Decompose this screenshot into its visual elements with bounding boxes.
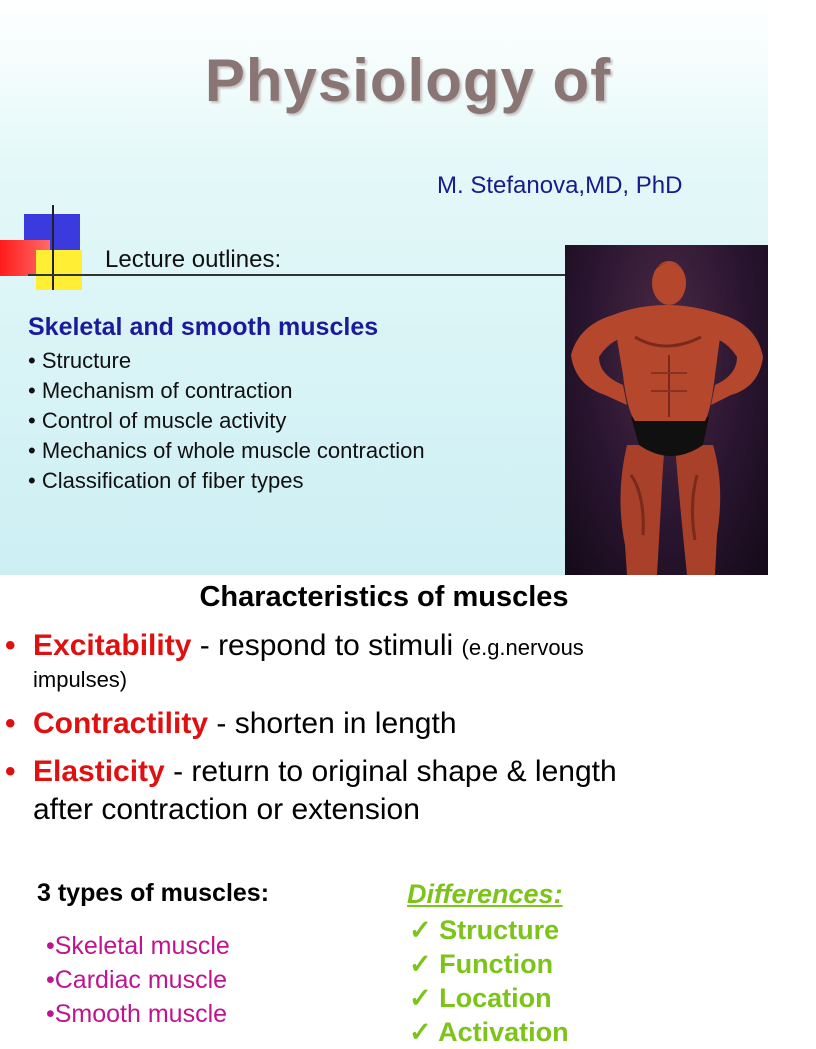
characteristic-cont: after contraction or extension	[33, 793, 420, 826]
bodybuilder-illustration	[565, 245, 768, 575]
muscle-type-item: •Smooth muscle	[46, 1000, 228, 1028]
characteristic-note: (e.g.nervous	[461, 635, 584, 660]
section-heading: Skeletal and smooth muscles	[28, 313, 379, 341]
bullet: •	[5, 707, 16, 740]
decor-horizontal-line	[28, 274, 568, 276]
muscle-type-item: •Skeletal muscle	[46, 932, 230, 960]
characteristic-cont: impulses)	[33, 667, 128, 692]
difference-item: ✓ Location	[409, 983, 552, 1013]
outline-item: • Mechanism of contraction	[28, 378, 293, 403]
characteristic-term: Excitability	[33, 629, 192, 662]
difference-item: ✓ Function	[409, 949, 554, 979]
characteristic-desc: - shorten in length	[208, 707, 457, 740]
differences-heading: Differences:	[407, 879, 563, 909]
muscle-type-item: •Cardiac muscle	[46, 966, 228, 994]
muscle-types-heading: 3 types of muscles:	[37, 879, 270, 907]
characteristic-term: Contractility	[33, 707, 209, 740]
outline-item: • Control of muscle activity	[28, 408, 287, 433]
bodybuilder-photo	[565, 245, 768, 575]
decor-yellow-square	[36, 250, 82, 290]
difference-item: ✓ Activation	[409, 1017, 569, 1047]
bullet: •	[5, 755, 16, 788]
muscle-types-list	[46, 929, 230, 1031]
author-line: M. Stefanova,MD, PhD	[437, 172, 683, 199]
outline-item: • Mechanics of whole muscle contraction	[28, 438, 425, 463]
characteristics-title: Characteristics of muscles	[199, 581, 569, 613]
differences-list	[409, 913, 569, 1049]
slide-characteristics	[0, 575, 768, 1047]
characteristic-item	[5, 627, 745, 693]
difference-item: ✓ Structure	[409, 915, 560, 945]
slide-title: Physiology of	[204, 47, 612, 114]
outline-item: • Structure	[28, 348, 132, 373]
outline-list	[28, 346, 425, 496]
characteristic-term: Elasticity	[33, 755, 165, 788]
characteristic-item	[5, 705, 745, 743]
outline-heading: Lecture outlines:	[105, 246, 282, 273]
outline-item: • Classification of fiber types	[28, 468, 304, 493]
decor-vertical-line	[52, 205, 54, 290]
bullet: •	[5, 629, 16, 662]
characteristic-item	[5, 753, 745, 829]
characteristic-desc: - respond to stimuli	[191, 629, 462, 662]
characteristic-desc: - return to original shape & length	[164, 755, 617, 788]
